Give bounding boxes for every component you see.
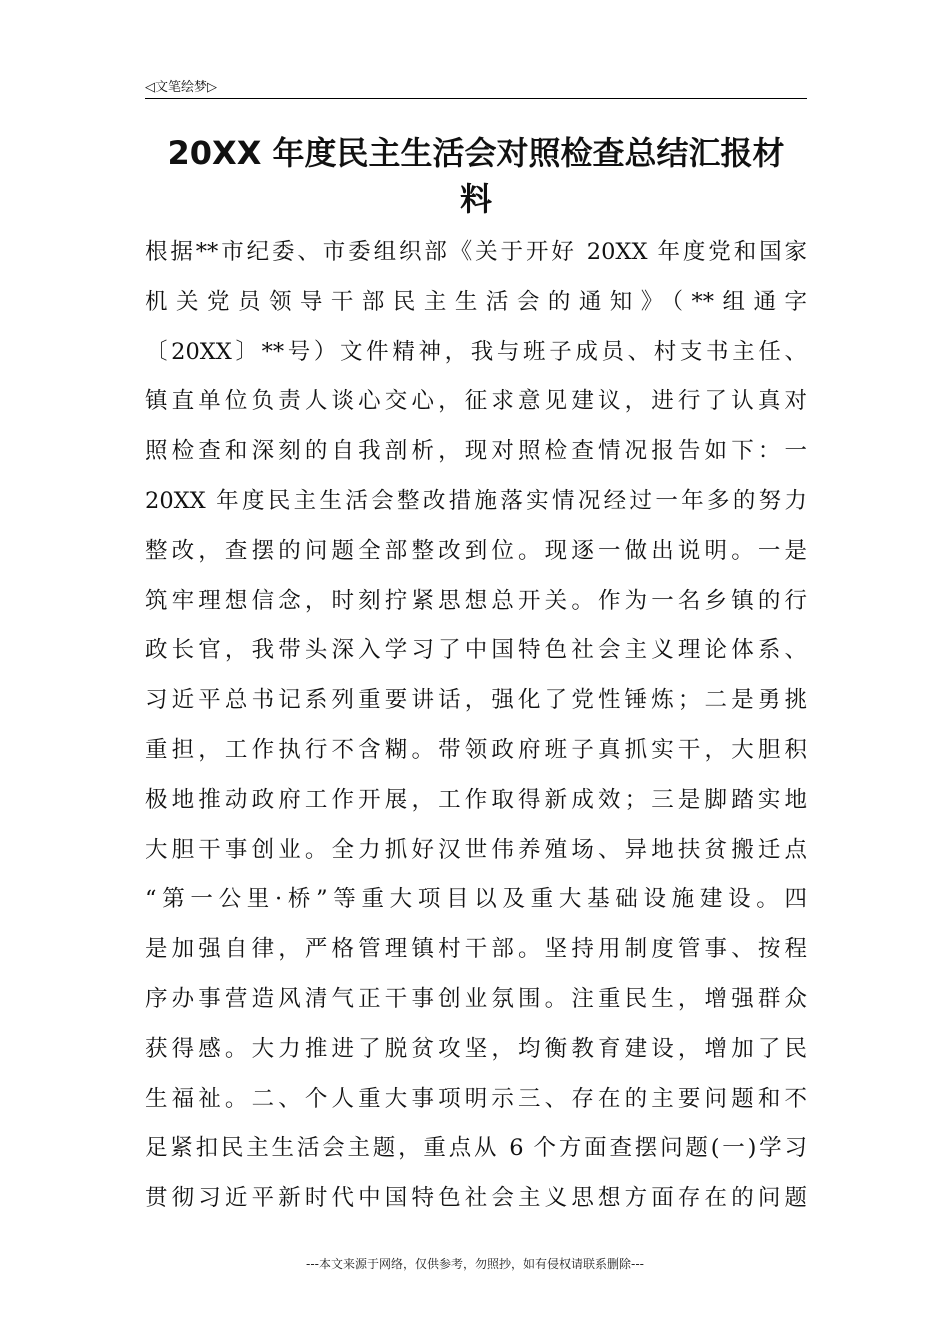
body-line: 20XX 年度民主生活会整改措施落实情况经过一年多的努力 [145,487,807,514]
body-line: 镇直单位负责人谈心交心，征求意见建议，进行了认真对 [145,388,807,415]
body-line: 机关党员领导干部民主生活会的通知》（**组通字 [145,288,807,315]
body-paragraph [145,228,807,1224]
header-text: ◁文笔绘梦▷ [145,80,217,95]
body-line: 极地推动政府工作开展，工作取得新成效；三是脚踏实地 [145,786,807,813]
document-title [145,130,807,222]
body-line: 贯彻习近平新时代中国特色社会主义思想方面存在的问题 [145,1185,807,1212]
body-line: 照检查和深刻的自我剖析，现对照检查情况报告如下：一 [145,438,807,465]
page-footer: ---本文来源于网络，仅供参考，勿照抄，如有侵权请联系删除--- [306,1257,644,1271]
page-header [145,74,807,99]
body-line: 筑牢理想信念，时刻拧紧思想总开关。作为一名乡镇的行 [145,587,807,614]
body-line: 是加强自律，严格管理镇村干部。坚持用制度管事、按程 [145,936,807,963]
body-line: 根据**市纪委、市委组织部《关于开好 20XX 年度党和国家 [145,239,807,265]
title-line-1: 20XX 年度民主生活会对照检查总结汇报材 [167,134,785,172]
body-line: 习近平总书记系列重要讲话，强化了党性锤炼；二是勇挑 [145,687,807,714]
body-line: 整改，查摆的问题全部整改到位。现逐一做出说明。一是 [145,537,807,564]
body-line: 生福祉。二、个人重大事项明示三、存在的主要问题和不 [145,1085,807,1112]
body-line: 政长官，我带头深入学习了中国特色社会主义理论体系、 [145,637,807,664]
body-line: 〔20XX〕**号）文件精神，我与班子成员、村支书主任、 [145,338,807,365]
body-line: 重担，工作执行不含糊。带领政府班子真抓实干，大胆积 [145,736,807,763]
body-line: “第一公里·桥”等重大项目以及重大基础设施建设。四 [145,886,807,913]
body-line: 足紧扣民主生活会主题，重点从 6 个方面查摆问题(一)学习 [145,1135,807,1162]
body-line: 序办事营造风清气正干事创业氛围。注重民生，增强群众 [145,985,807,1012]
body-line: 大胆干事创业。全力抓好汉世伟养殖场、异地扶贫搬迁点 [145,836,807,863]
body-line: 获得感。大力推进了脱贫攻坚，均衡教育建设，增加了民 [145,1035,807,1062]
title-line-2: 料 [459,180,492,218]
